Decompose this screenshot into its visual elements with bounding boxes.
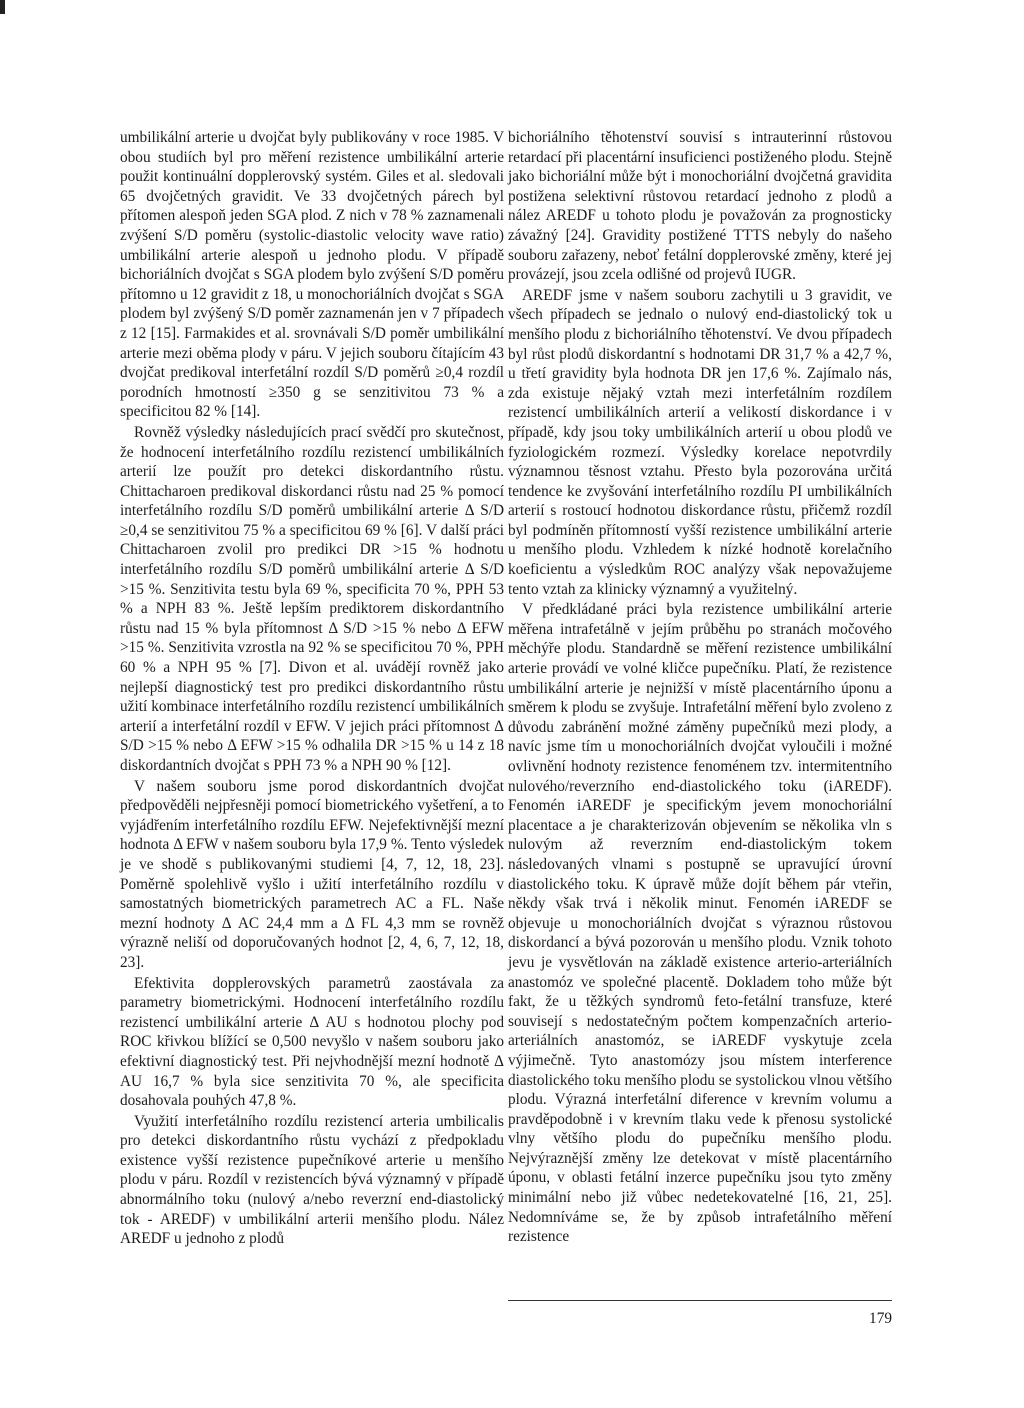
scan-edge-mark [0, 0, 5, 14]
paragraph: Rovněž výsledky následujících prací svědčí pro skutečnost, že hodnocení interfetálního rozdílu rezistencí umbilikálních arterií lze použít pro detekci diskordantního růstu. Chittacharoen predikoval diskordanci růstu nad 25 % pomocí interfetálního rozdílu S/D poměrů umbilikální arterie Δ S/D ≥0,4 se senzitivitou 75 % a specificitou 69 % [6]. V další práci Chittacharoen zvolil pro predikci DR >15 % hodnotu interfetálního rozdílu S/D poměrů umbilikální arterie Δ S/D >15 %. Senzitivita testu byla 69 %, specificita 70 %, PPH 53 % a NPH 83 %. Ještě lepším prediktorem diskordantního růstu nad 15 % byla přítomnost Δ S/D >15 % nebo Δ EFW >15 %. Senzitivita vzrostla na 92 % se specificitou 70 %, PPH 60 % a NPH 95 % [7]. Divon et al. uvádějí rovněž jako nejlepší diagnostický test pro predikci diskordantního růstu užití kombinace interfetálního rozdílu rezistencí umbilikálních arterií a interfetální rozdíl v EFW. V jejich práci přítomnost Δ S/D >15 % nebo Δ EFW >15 % odhalila DR >15 % u 14 z 18 diskordantních dvojčat s PPH 73 % a NPH 90 % [12]. [120, 423, 504, 774]
paragraph: Využití interfetálního rozdílu rezistencí arteria umbilicalis pro detekci diskordantního růstu vychází z předpokladu existence vyšší rezistence pupečníkové arterie u menšího plodu v páru. Rozdíl v rezistencích bývá významný v případě abnormálního toku (nulový a/nebo reverzní end-diastolický tok - AREDF) v umbilikální arterii menšího plodu. Nález AREDF u jednoho z plodů [120, 1112, 504, 1248]
paragraph: Efektivita dopplerovských parametrů zaostávala za parametry biometrickými. Hodnocení interfetálního rozdílu rezistencí umbilikální arterie Δ AU s hodnotou plochy pod ROC křivkou blížící se 0,500 nevyšlo v našem souboru jako efektivní diagnostický test. Při nejvhodnější mezní hodnotě Δ AU 16,7 % byla sice senzitivita 70 %, ale specificita dosahovala pouhých 47,8 %. [120, 974, 504, 1110]
left-text-column [120, 128, 504, 1249]
page-number: 179 [869, 1310, 892, 1327]
right-text-column [508, 128, 892, 1247]
paragraph: V předkládané práci byla rezistence umbilikální arterie měřena intrafetálně v jejím průběhu po stranách močového měchýře plodu. Standardně se měření rezistence umbilikální arterie provádí ve volné kličce pupečníku. Platí, že rezistence umbilikální arterie je nejnižší v místě placentárního úponu a směrem k plodu se zvyšuje. Intrafetální měření bylo zvoleno z důvodu zabránění možné záměny pupečníků mezi plody, a navíc jsme tím u monochoriálních dvojčat vyloučili i možné ovlivnění hodnoty rezistence fenoménem tzv. intermitentního nulového/reverzního end-diastolického toku (iAREDF). Fenomén iAREDF je specifickým jevem monochoriální placentace a je charakterizován objevením se několika vln s nulovým až reverzním end-diastolickým tokem následovaných vlnami s postupně se upravující úrovní diastolického toku. K úpravě může dojít během pár vteřin, někdy však trvá i několik minut. Fenomén iAREDF se objevuje u monochoriálních dvojčat s výraznou růstovou diskordancí a bývá pozorován u menšího plodu. Vznik tohoto jevu je vysvětlován na základě existence arterio-arteriálních anastomóz ve společné placentě. Dokladem toho může být fakt, že u těžkých syndromů feto-fetální transfuze, které souvisejí s nedostatečným počtem kompenzačních arterio-arteriálních anastomóz, se iAREDF vyskytuje zcela výjimečně. Tyto anastomózy jsou místem interference diastolického toku menšího plodu se systolickou vlnou většího plodu. Výrazná interfetální diference v krevním volumu a pravděpodobně i v krevním tlaku vede k přenosu systolické vlny většího plodu do pupečníku menšího plodu. Nejvýraznější změny lze detekovat v místě placentárního úponu, v oblasti fetální inzerce pupečníku jsou tyto změny minimální nebo již vůbec nedetekovatelné [16, 21, 25]. Nedomníváme se, že by způsob intrafetálního měření rezistence [508, 601, 892, 1246]
paragraph: umbilikální arterie u dvojčat byly publikovány v roce 1985. V obou studiích byl pro měření rezistence umbilikální arterie použit kontinuální dopplerovský systém. Giles et al. sledovali 65 dvojčetných gravidit. Ve 33 dvojčetných párech byl přítomen alespoň jeden SGA plod. Z nich v 78 % zaznamenali zvýšení S/D poměru (systolic-diastolic velocity wave ratio) umbilikální arterie alespoň u jednoho plodu. V případě bichoriálních dvojčat s SGA plodem bylo zvýšení S/D poměru přítomno u 12 gravidit z 18, u monochoriálních dvojčat s SGA plodem byl zvýšený S/D poměr zaznamenán jen v 7 případech z 12 [15]. Farmakides et al. srovnávali S/D poměr umbilikální arterie mezi oběma plody v páru. V jejich souboru čítajícím 43 dvojčat predikoval interfetální rozdíl S/D poměrů ≥0,4 rozdíl porodních hmotností ≥350 g se senzitivitou 73 % a specificitou 82 % [14]. [120, 129, 504, 421]
footer-rule [508, 1300, 892, 1301]
paragraph: AREDF jsme v našem souboru zachytili u 3 gravidit, ve všech případech se jednalo o nulový end-diastolický tok u menšího plodu z bichoriálního těhotenství. Ve dvou případech byl růst plodů diskordantní s hodnotami DR 31,7 % a 42,7 %, u třetí gravidity byla hodnota DR jen 17,6 %. Zajímalo nás, zda existuje nějaký vztah mezi interfetálním rozdílem rezistencí umbilikálních arterií a velikostí diskordance i v případě, kdy jsou toky umbilikálních arterií u obou plodů ve fyziologickém rozmezí. Výsledky korelace nepotvrdily významnou těsnost vztahu. Přesto byla pozorována určitá tendence ke zvyšování interfetálního rozdílu PI umbilikálních arterií s rostoucí hodnotou diskordance růstu, přičemž rozdíl byl podmíněn přítomností vyšší rezistence umbilikální arterie u menšího plodu. Vzhledem k nízké hodnotě korelačního koeficientu a výsledkům ROC analýzy však nepovažujeme tento vztah za klinicky významný a využitelný. [508, 286, 892, 598]
paragraph: bichoriálního těhotenství souvisí s intrauterinní růstovou retardací při placentární insuficienci postiženého plodu. Stejně jako bichoriální může být i monochoriální dvojčetná gravidita postižena selektivní růstovou retardací jednoho z plodů a nález AREDF u tohoto plodu je považován za prognosticky závažný [24]. Gravidity postižené TTTS nebyly do našeho souboru zařazeny, neboť fetální dopplerovské změny, které jej provázejí, jsou zcela odlišné od projevů IUGR. [508, 129, 892, 284]
paragraph: V našem souboru jsme porod diskordantních dvojčat předpověděli nejpřesněji pomocí biometrického vyšetření, a to vyjádřením interfetálního rozdílu EFW. Nejefektivnější mezní hodnota Δ EFW v našem souboru byla 17,9 %. Tento výsledek je ve shodě s publikovanými studiemi [4, 7, 12, 18, 23]. Poměrně spolehlivě vyšlo i užití interfetálního rozdílu v samostatných biometrických parametrech AC a FL. Naše mezní hodnoty Δ AC 24,4 mm a Δ FL 4,3 mm se rovněž výrazně neliší od doporučovaných hodnot [2, 4, 6, 7, 12, 18, 23]. [120, 777, 504, 971]
